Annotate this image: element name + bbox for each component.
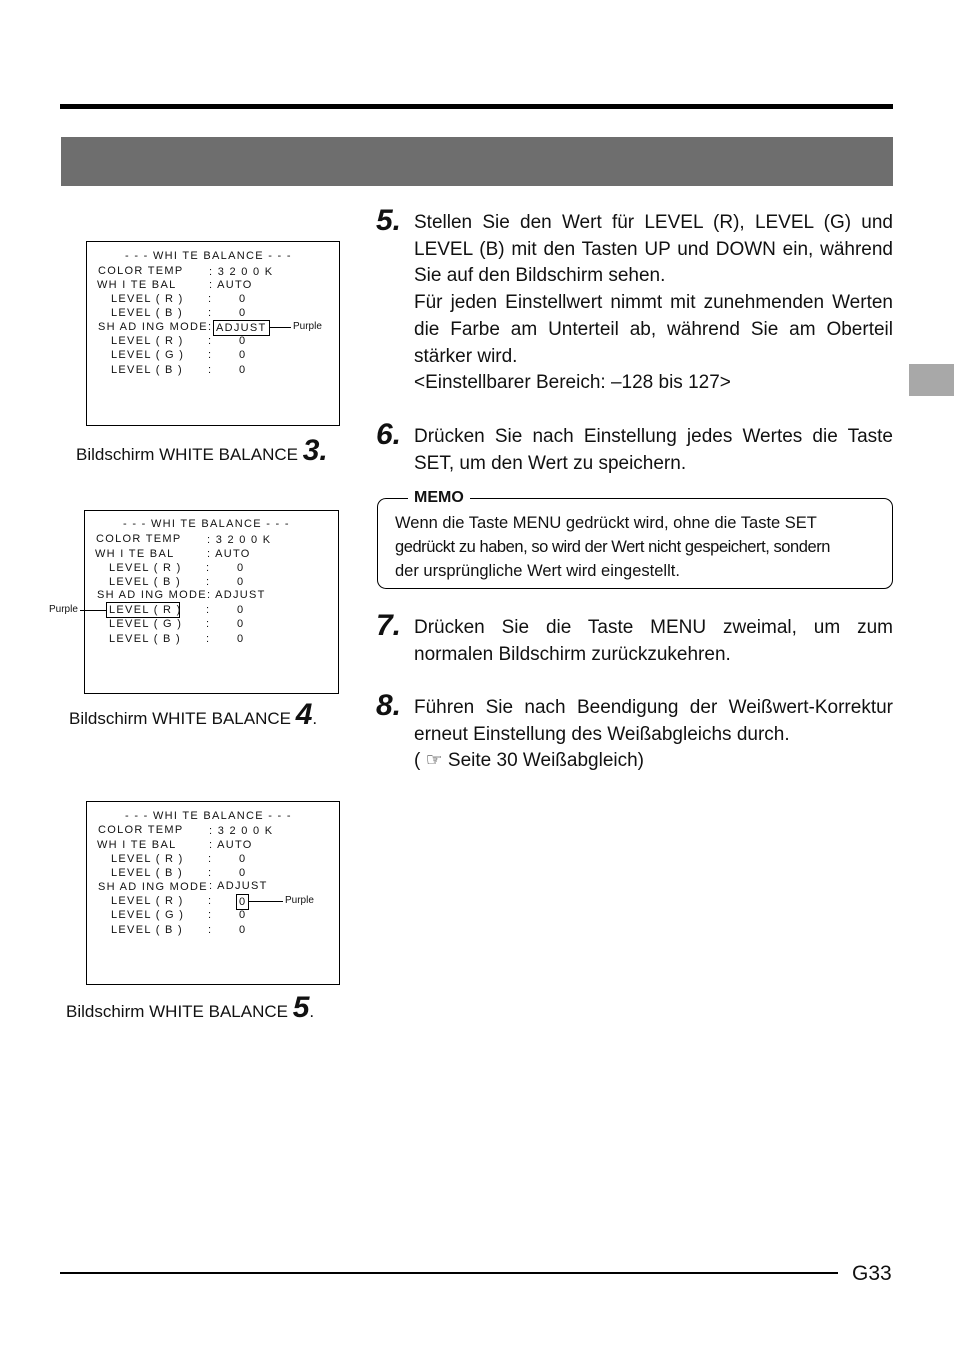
osd-level-r-value: 0 xyxy=(239,293,247,305)
callout-purple: Purple xyxy=(293,321,322,332)
memo-line: der ursprüngliche Wert wird eingestellt. xyxy=(395,562,680,580)
caption-number: 5 xyxy=(292,991,310,1024)
osd-white-bal-value: : AUTO xyxy=(207,548,251,560)
osd-level-r-value: 0 xyxy=(237,604,245,616)
osd-colon: : xyxy=(208,349,213,361)
caption-text: Bildschirm WHITE BALANCE xyxy=(76,445,303,464)
step-number-5: 5. xyxy=(376,204,402,237)
osd-shading-mode-label: SH AD ING MODE xyxy=(98,881,208,893)
osd-colon: : xyxy=(208,364,213,376)
osd-level-g-label: LEVEL ( G ) xyxy=(111,909,185,921)
osd-white-bal-label: WH I TE BAL xyxy=(97,839,177,851)
callout-purple: Purple xyxy=(49,604,78,615)
step-line: stärker wird. xyxy=(414,345,518,367)
osd-color-temp-label: COLOR TEMP xyxy=(98,265,184,277)
osd-colon: : xyxy=(208,335,213,347)
step-line: Stellen Sie den Wert für LEVEL (R), LEVEL (G) und xyxy=(414,212,893,233)
osd-white-bal-label: WH I TE BAL xyxy=(97,279,177,291)
step-line: LEVEL (B) mit den Tasten UP und DOWN ein, während xyxy=(414,238,893,260)
osd-colon: : xyxy=(208,307,213,319)
step-number-7: 7. xyxy=(376,609,402,642)
caption-period: . xyxy=(309,1002,315,1021)
memo-line: gedrückt zu haben, so wird der Wert nicht gespeichert, sondern xyxy=(395,538,830,556)
step-line: <Einstellbarer Bereich: –128 bis 127> xyxy=(414,372,731,394)
osd-shading-mode-value: : ADJUST xyxy=(209,880,268,892)
step-5-text xyxy=(414,210,893,397)
osd-color-temp-value: : 3 2 0 0 K xyxy=(207,534,272,546)
osd-header: - - - WHI TE BALANCE - - - xyxy=(125,810,292,822)
osd-header: - - - WHI TE BALANCE - - - xyxy=(125,250,292,262)
step-line: SET, um den Wert zu speichern. xyxy=(414,452,687,474)
osd-color-temp-label: COLOR TEMP xyxy=(98,824,184,836)
osd-level-g-value: 0 xyxy=(239,349,247,361)
step-line: ( ☞ Seite 30 Weißabgleich) xyxy=(414,750,645,772)
osd-colon: : xyxy=(208,909,213,921)
section-header-band xyxy=(61,137,893,186)
osd-colon: : xyxy=(208,924,213,936)
osd-level-g-label: LEVEL ( G ) xyxy=(109,618,183,630)
callout-purple: Purple xyxy=(285,895,314,906)
osd-colon: : xyxy=(206,618,211,630)
figure-caption-3 xyxy=(76,434,328,468)
osd-colon: : xyxy=(208,853,213,865)
figure-caption-5 xyxy=(66,991,314,1025)
osd-level-g-label: LEVEL ( G ) xyxy=(111,349,185,361)
top-rule xyxy=(60,104,893,109)
page-number: G33 xyxy=(852,1262,892,1285)
osd-screen-5 xyxy=(86,801,340,985)
osd-color-temp-label: COLOR TEMP xyxy=(96,533,182,545)
osd-level-b-value: 0 xyxy=(237,576,245,588)
osd-level-b-label: LEVEL ( B ) xyxy=(111,307,183,319)
memo-box xyxy=(377,489,893,589)
osd-level-r-highlight: LEVEL ( R ) xyxy=(106,602,180,618)
callout-leader xyxy=(269,327,291,328)
osd-level-b-label: LEVEL ( B ) xyxy=(109,633,181,645)
osd-color-temp-value: : 3 2 0 0 K xyxy=(209,266,274,278)
osd-shading-mode-value: : ADJUST xyxy=(207,589,266,601)
osd-white-bal-label: WH I TE BAL xyxy=(95,548,175,560)
osd-level-r-label: LEVEL ( R ) xyxy=(111,293,184,305)
osd-level-r-label: LEVEL ( R ) xyxy=(109,562,182,574)
memo-title: MEMO xyxy=(408,489,470,507)
osd-screen-3 xyxy=(86,241,340,426)
step-line: die Farbe am Unterteil ab, während Sie am Oberteil xyxy=(414,318,893,340)
osd-colon: : xyxy=(208,867,213,879)
osd-colon: : xyxy=(206,562,211,574)
osd-level-g-value: 0 xyxy=(237,618,245,630)
osd-colon: : xyxy=(208,293,213,305)
memo-line: Wenn die Taste MENU gedrückt wird, ohne die Taste SET xyxy=(395,514,817,532)
step-8-text xyxy=(414,695,893,775)
osd-adjust-highlight: ADJUST xyxy=(213,320,270,336)
osd-level-r-label: LEVEL ( R ) xyxy=(111,853,184,865)
osd-white-bal-value: : AUTO xyxy=(209,279,253,291)
osd-screen-4 xyxy=(84,510,339,694)
osd-level-b-label: LEVEL ( B ) xyxy=(111,364,183,376)
osd-level-r-value: 0 xyxy=(237,562,245,574)
step-line: Für jeden Einstellwert nimmt mit zunehmenden Werten xyxy=(414,292,893,314)
osd-level-g-value: 0 xyxy=(239,909,247,921)
bottom-rule xyxy=(60,1272,838,1274)
osd-color-temp-value: : 3 2 0 0 K xyxy=(209,825,274,837)
osd-level-r-value: 0 xyxy=(239,853,247,865)
step-line: erneut Einstellung des Weißabgleichs durch. xyxy=(414,723,790,745)
caption-text: Bildschirm WHITE BALANCE xyxy=(66,1002,293,1021)
caption-text: Bildschirm WHITE BALANCE xyxy=(69,709,296,728)
step-number-8: 8. xyxy=(376,689,402,722)
osd-colon: : xyxy=(206,633,211,645)
osd-level-b-value: 0 xyxy=(239,364,247,376)
osd-colon: : xyxy=(208,895,213,907)
osd-level-r-value: 0 xyxy=(239,335,247,347)
osd-level-r-label: LEVEL ( R ) xyxy=(111,335,184,347)
osd-shading-mode-label: SH AD ING MODE xyxy=(98,321,208,333)
osd-level-r-label: LEVEL ( R ) xyxy=(111,895,184,907)
step-line: Sie auf den Bildschirm sehen. xyxy=(414,265,666,287)
osd-level-b-label: LEVEL ( B ) xyxy=(109,576,181,588)
osd-level-b-value: 0 xyxy=(239,867,247,879)
osd-header: - - - WHI TE BALANCE - - - xyxy=(123,518,290,530)
memo-text xyxy=(395,511,875,583)
caption-number: 4 xyxy=(295,698,313,731)
step-6-text xyxy=(414,424,893,477)
osd-colon: : xyxy=(206,576,211,588)
osd-shading-mode-label: SH AD ING MODE xyxy=(97,589,207,601)
osd-level-b-label: LEVEL ( B ) xyxy=(111,924,183,936)
step-line: Führen Sie nach Beendigung der Weißwert-Korrektur xyxy=(414,697,893,718)
step-7-text xyxy=(414,615,893,668)
callout-leader xyxy=(80,610,106,611)
callout-leader xyxy=(248,901,283,902)
step-line: normalen Bildschirm zurückzukehren. xyxy=(414,643,731,665)
osd-white-bal-value: : AUTO xyxy=(209,839,253,851)
step-line: Drücken Sie nach Einstellung jedes Wertes die Taste xyxy=(414,426,893,447)
osd-level-b-value: 0 xyxy=(237,633,245,645)
osd-level-b-value: 0 xyxy=(239,924,247,936)
figure-caption-4 xyxy=(69,698,317,732)
osd-level-b-label: LEVEL ( B ) xyxy=(111,867,183,879)
caption-number: 3. xyxy=(302,434,328,467)
osd-level-r-value-highlight: 0 xyxy=(236,894,249,910)
caption-period: . xyxy=(312,709,318,728)
osd-level-b-value: 0 xyxy=(239,307,247,319)
step-line: Drücken Sie die Taste MENU zweimal, um zum xyxy=(414,617,893,638)
osd-colon: : xyxy=(208,321,213,333)
side-index-tab xyxy=(909,364,954,396)
step-number-6: 6. xyxy=(376,418,402,451)
osd-colon: : xyxy=(206,604,211,616)
